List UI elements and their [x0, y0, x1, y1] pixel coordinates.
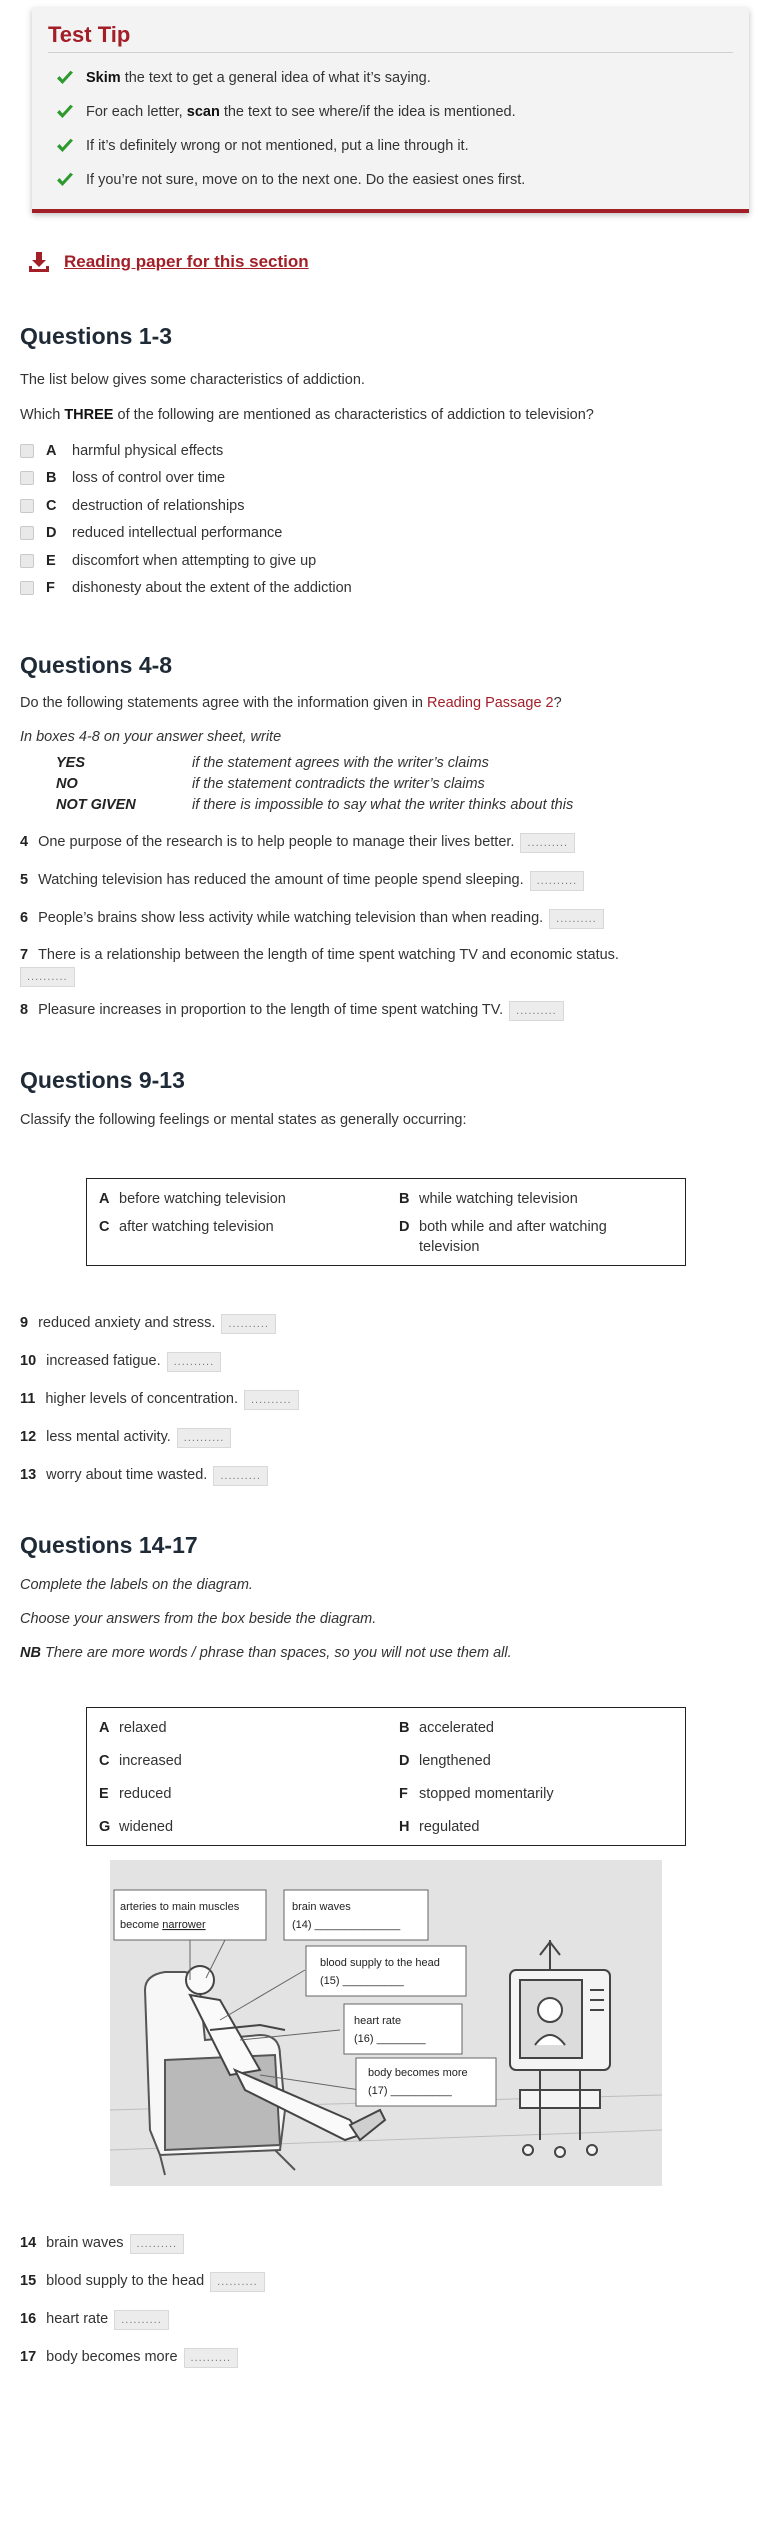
- reading-paper-link[interactable]: Reading paper for this section: [64, 252, 309, 271]
- answer-blank[interactable]: ..........: [167, 1352, 222, 1372]
- q14-instruction-1: Complete the labels on the diagram.: [20, 1577, 253, 1593]
- check-icon: [56, 104, 86, 120]
- test-tip-title: Test Tip: [48, 22, 733, 53]
- question-8: 8 Pleasure increases in proportion to the length of time spent watching TV. ..........: [20, 1001, 761, 1021]
- answer-blank[interactable]: ..........: [184, 2348, 239, 2368]
- q14-instruction-2: Choose your answers from the box beside the diagram.: [20, 1611, 377, 1627]
- legend-row: NO if the statement contradicts the writer’s claims: [56, 776, 485, 792]
- question-15: 15 blood supply to the head ..........: [20, 2272, 761, 2292]
- question-10: 10 increased fatigue. ..........: [20, 1352, 761, 1372]
- option-g: G widened: [99, 1819, 174, 1835]
- svg-text:become narrower: become narrower: [120, 1919, 206, 1931]
- option-c: C increased: [99, 1753, 182, 1769]
- checkbox[interactable]: [20, 444, 34, 458]
- question-7: 7 There is a relationship between the length of time spent watching TV and economic status. ..........: [20, 947, 761, 987]
- svg-text:(14) ______________: (14) ______________: [292, 1919, 401, 1931]
- checkbox[interactable]: [20, 526, 34, 540]
- test-tip-box: [32, 8, 749, 213]
- svg-text:(16) ________: (16) ________: [354, 2033, 426, 2045]
- tip-item: Skim the text to get a general idea of what it’s saying.: [56, 61, 733, 95]
- legend-row: NOT GIVEN if there is impossible to say what the writer thinks about this: [56, 797, 574, 813]
- questions-1-3-heading: Questions 1-3: [20, 323, 173, 349]
- question-11: 11 higher levels of concentration. ..........: [20, 1390, 761, 1410]
- q9-options-box: [86, 1178, 686, 1266]
- legend-row: YES if the statement agrees with the writer’s claims: [56, 755, 489, 771]
- answer-blank[interactable]: ..........: [509, 1001, 564, 1021]
- q4-instruction: In boxes 4-8 on your answer sheet, write: [20, 729, 282, 745]
- option-a[interactable]: A harmful physical effects: [20, 437, 761, 465]
- question-13: 13 worry about time wasted. ..........: [20, 1466, 761, 1486]
- q14-options-box: [86, 1707, 686, 1846]
- check-icon: [56, 172, 86, 188]
- answer-blank[interactable]: ..........: [210, 2272, 265, 2292]
- tip-item: For each letter, scan the text to see where/if the idea is mentioned.: [56, 95, 733, 129]
- reading-passage-link[interactable]: Reading Passage 2: [427, 695, 554, 711]
- svg-text:(17) __________: (17) __________: [368, 2085, 452, 2097]
- checkbox[interactable]: [20, 554, 34, 568]
- question-4: 4 One purpose of the research is to help people to manage their lives better. ..........: [20, 833, 761, 853]
- check-icon: [56, 138, 86, 154]
- checkbox[interactable]: [20, 499, 34, 513]
- tip-item: If it’s definitely wrong or not mentioned, put a line through it.: [56, 129, 733, 163]
- question-16: 16 heart rate ..........: [20, 2310, 761, 2330]
- questions-9-13-heading: Questions 9-13: [20, 1067, 185, 1093]
- question-14: 14 brain waves ..........: [20, 2234, 761, 2254]
- answer-blank[interactable]: ..........: [213, 1466, 268, 1486]
- option-d[interactable]: D reduced intellectual performance: [20, 520, 761, 548]
- label-arteries: arteries to main muscles: [120, 1901, 240, 1913]
- check-icon: [56, 70, 86, 86]
- tip-item: If you’re not sure, move on to the next one. Do the easiest ones first.: [56, 163, 733, 197]
- option-f[interactable]: F dishonesty about the extent of the addiction: [20, 575, 761, 603]
- option-h: H regulated: [399, 1819, 480, 1835]
- option-b: B accelerated: [399, 1720, 494, 1736]
- reading-paper-download[interactable]: [28, 251, 761, 273]
- question-5: 5 Watching television has reduced the amount of time people spend sleeping. ..........: [20, 871, 761, 891]
- test-tip-list: [48, 61, 733, 197]
- answer-blank[interactable]: ..........: [520, 833, 575, 853]
- question-6: 6 People’s brains show less activity while watching television than when reading. ..........: [20, 909, 761, 929]
- option-f: F stopped momentarily: [399, 1786, 554, 1802]
- option-a: A relaxed: [99, 1720, 167, 1736]
- download-icon: [28, 251, 50, 273]
- answer-blank[interactable]: ..........: [20, 967, 75, 987]
- questions-14-17-heading: Questions 14-17: [20, 1532, 198, 1558]
- label-blood-supply: blood supply to the head: [320, 1957, 440, 1969]
- option-d: D lengthened: [399, 1753, 491, 1769]
- page: [0, 8, 781, 2368]
- svg-text:(15) __________: (15) __________: [320, 1975, 404, 1987]
- option-b: B while watching television: [399, 1191, 578, 1207]
- q14-nb: NB There are more words / phrase than spaces, so you will not use them all.: [20, 1645, 512, 1661]
- question-9: 9 reduced anxiety and stress. ..........: [20, 1314, 761, 1334]
- questions-4-8-heading: Questions 4-8: [20, 652, 173, 678]
- question-17: 17 body becomes more ..........: [20, 2348, 761, 2368]
- tv-viewer-diagram: [110, 1860, 662, 2186]
- option-a: A before watching television: [99, 1191, 286, 1207]
- q4-intro: Do the following statements agree with the information given in Reading Passage 2?: [20, 695, 562, 711]
- answer-blank[interactable]: ..........: [549, 909, 604, 929]
- option-e[interactable]: E discomfort when attempting to give up: [20, 547, 761, 575]
- label-heart-rate: heart rate: [354, 2015, 402, 2027]
- checkbox[interactable]: [20, 581, 34, 595]
- q1-options: [20, 437, 761, 602]
- option-b[interactable]: B loss of control over time: [20, 465, 761, 493]
- answer-blank[interactable]: ..........: [114, 2310, 169, 2330]
- option-d: D both while and after watching television: [399, 1219, 607, 1255]
- question-12: 12 less mental activity. ..........: [20, 1428, 761, 1448]
- checkbox[interactable]: [20, 471, 34, 485]
- answer-legend: [56, 755, 761, 818]
- answer-blank[interactable]: ..........: [244, 1390, 299, 1410]
- answer-blank[interactable]: ..........: [130, 2234, 185, 2254]
- label-body-becomes: body becomes more: [368, 2067, 468, 2079]
- q1-intro: The list below gives some characteristics of addiction.: [20, 372, 365, 388]
- option-c: C after watching television: [99, 1219, 274, 1235]
- answer-blank[interactable]: ..........: [177, 1428, 232, 1448]
- option-c[interactable]: C destruction of relationships: [20, 492, 761, 520]
- q1-question: Which THREE of the following are mentioned as characteristics of addiction to television?: [20, 407, 594, 423]
- label-brain-waves: brain waves: [292, 1901, 351, 1913]
- answer-blank[interactable]: ..........: [221, 1314, 276, 1334]
- option-e: E reduced: [99, 1786, 172, 1802]
- q9-intro: Classify the following feelings or mental states as generally occurring:: [20, 1112, 467, 1128]
- answer-blank[interactable]: ..........: [530, 871, 585, 891]
